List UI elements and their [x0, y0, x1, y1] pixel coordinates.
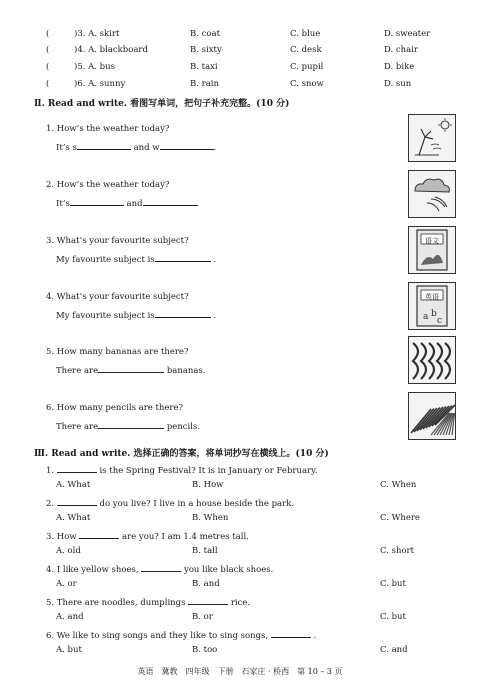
question-prefix: 6. We like to sing songs and they like to sing songs, — [46, 631, 269, 641]
choice-row — [0, 79, 480, 91]
answer-line — [56, 309, 216, 321]
option-a[interactable]: A. or — [56, 579, 77, 589]
question-suffix: are you? I am 1.4 metres tall. — [122, 532, 249, 542]
answer-blank[interactable] — [77, 141, 131, 150]
cloudy-windy-icon — [409, 171, 455, 217]
answer-blank[interactable] — [98, 420, 164, 429]
answer-prefix: My favourite subject is — [56, 311, 155, 321]
answer-mid: bananas. — [166, 366, 206, 376]
question-suffix: is the Spring Festival? It is in January or February. — [99, 466, 318, 476]
question-suffix: . — [313, 631, 317, 641]
banana-mark — [429, 343, 434, 379]
choice-row — [0, 45, 480, 57]
svg-text:a: a — [423, 312, 429, 322]
option-b[interactable]: B. How — [192, 480, 224, 490]
answer-mid: and — [126, 199, 143, 209]
answer-prefix: There are — [56, 366, 99, 376]
question-a: )4. A. blackboard — [74, 45, 148, 55]
banana-mark — [421, 343, 426, 379]
question-suffix: do you live? I live in a house beside the park. — [99, 499, 295, 509]
banana-mark — [445, 343, 450, 379]
answer-mid: . — [213, 311, 217, 321]
answer-prefix: It’s s — [56, 143, 77, 153]
answer-line — [56, 253, 216, 265]
answer-mid: . — [213, 255, 217, 265]
answer-blank[interactable] — [188, 596, 228, 605]
english-book-picture — [408, 282, 456, 330]
answer-mid: and w — [133, 143, 160, 153]
option-d: D. sweater — [384, 29, 431, 39]
answer-line — [56, 420, 200, 432]
option-c[interactable]: C. Where — [380, 513, 420, 523]
question-suffix: rice. — [230, 598, 251, 608]
option-b: B. rain — [190, 79, 219, 89]
option-b: B. coat — [190, 29, 221, 39]
option-c[interactable]: C. short — [380, 546, 415, 556]
question-a: )6. A. sunny — [74, 79, 126, 89]
answer-line — [56, 364, 206, 376]
option-a[interactable]: A. old — [56, 546, 81, 556]
question-text: 3. What’s your favourite subject? — [46, 236, 189, 246]
option-c: C. pupil — [290, 62, 324, 72]
question-text: 2. How’s the weather today? — [46, 180, 170, 190]
question-text: 5. How many bananas are there? — [46, 347, 189, 357]
book-label: 英语 — [425, 293, 439, 301]
option-d: D. bike — [384, 62, 415, 72]
option-a[interactable]: A. What — [56, 513, 91, 523]
svg-text:c: c — [437, 316, 443, 326]
answer-blank[interactable] — [141, 563, 181, 572]
answer-blank[interactable] — [160, 141, 214, 150]
option-b: B. sixty — [190, 45, 222, 55]
option-a[interactable]: A. but — [56, 645, 82, 655]
pencils-picture — [408, 392, 456, 440]
answer-blank[interactable] — [57, 497, 97, 506]
question-a: )5. A. bus — [74, 62, 115, 72]
chinese-book-picture — [408, 226, 456, 274]
answer-prefix: It’s — [56, 199, 70, 209]
option-c: C. desk — [290, 45, 322, 55]
option-c[interactable]: C. and — [380, 645, 408, 655]
question-text: 6. How many pencils are there? — [46, 403, 184, 413]
cloudy-windy-picture — [408, 170, 456, 218]
answer-paren[interactable]: ( — [46, 79, 50, 89]
answer-blank[interactable] — [155, 309, 211, 318]
book-icon — [409, 227, 455, 273]
option-d: D. sun — [384, 79, 412, 89]
section-3-title: Ⅲ. Read and write. 选择正确的答案，将单词抄写在横线上。(10 分) — [34, 449, 329, 459]
book-label: 语文 — [425, 237, 439, 245]
option-c: C. snow — [290, 79, 324, 89]
answer-blank[interactable] — [79, 530, 119, 539]
pencil-icon — [409, 393, 455, 439]
sunny-windy-icon — [409, 115, 455, 161]
answer-mid: pencils. — [166, 422, 201, 432]
option-c[interactable]: C. but — [380, 612, 406, 622]
mc-question — [46, 596, 250, 608]
option-b[interactable]: B. When — [192, 513, 229, 523]
question-prefix: 4. I like yellow shoes, — [46, 565, 139, 575]
option-b[interactable]: B. and — [192, 579, 220, 589]
choice-row — [0, 62, 480, 74]
banana-mark — [413, 343, 418, 379]
option-c: C. blue — [290, 29, 321, 39]
question-text: 4. What’s your favourite subject? — [46, 292, 189, 302]
question-a: )3. A. skirt — [74, 29, 120, 39]
mc-question — [46, 563, 273, 575]
mc-question — [46, 530, 249, 542]
answer-blank[interactable] — [57, 464, 97, 473]
question-prefix: 2. — [46, 499, 55, 509]
section-2-title: Ⅱ. Read and write. 看图写单词，把句子补充完整。(10 分) — [34, 99, 290, 109]
answer-end: . — [213, 143, 217, 153]
option-b[interactable]: B. tall — [192, 546, 218, 556]
option-b: B. taxi — [190, 62, 218, 72]
option-c[interactable]: C. When — [380, 480, 417, 490]
book-icon — [409, 283, 455, 329]
answer-blank[interactable] — [143, 197, 197, 206]
answer-line — [56, 197, 199, 209]
question-prefix: 1. — [46, 466, 55, 476]
question-prefix: 3. How — [46, 532, 77, 542]
question-text: 1. How’s the weather today? — [46, 124, 170, 134]
question-suffix: you like black shoes. — [184, 565, 274, 575]
option-a[interactable]: A. What — [56, 480, 91, 490]
option-a[interactable]: A. and — [56, 612, 84, 622]
answer-paren[interactable]: ( — [46, 62, 50, 72]
mc-question — [46, 629, 316, 641]
option-d: D. chair — [384, 45, 418, 55]
answer-blank[interactable] — [271, 629, 311, 638]
option-c[interactable]: C. but — [380, 579, 406, 589]
mc-question — [46, 464, 317, 476]
answer-paren[interactable]: ( — [46, 45, 50, 55]
sunny-windy-picture — [408, 114, 456, 162]
banana-mark — [437, 343, 442, 379]
page-footer: 英语 冀教 四年级 下册 石家庄 · 桥西 第 10 – 3 页 — [137, 667, 343, 676]
answer-prefix: My favourite subject is — [56, 255, 155, 265]
answer-blank[interactable] — [70, 197, 124, 206]
banana-icon — [409, 337, 455, 383]
answer-blank[interactable] — [155, 253, 211, 262]
mc-question — [46, 497, 294, 509]
choice-row — [0, 29, 480, 41]
answer-end: . — [196, 199, 200, 209]
option-b[interactable]: B. or — [192, 612, 213, 622]
answer-line — [56, 141, 216, 153]
option-b[interactable]: B. too — [192, 645, 218, 655]
answer-blank[interactable] — [98, 364, 164, 373]
answer-prefix: There are — [56, 422, 99, 432]
svg-text:b: b — [431, 309, 437, 319]
question-prefix: 5. There are noodles, dumplings — [46, 598, 186, 608]
answer-paren[interactable]: ( — [46, 29, 50, 39]
bananas-picture — [408, 336, 456, 384]
